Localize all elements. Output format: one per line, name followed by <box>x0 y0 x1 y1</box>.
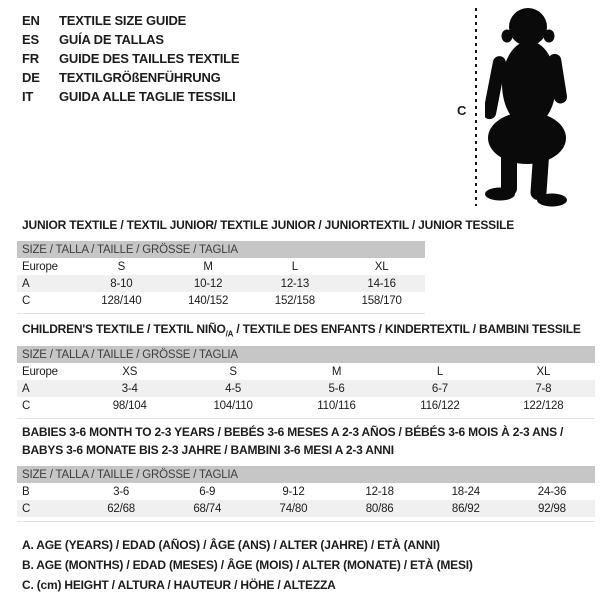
height-measure-label: C <box>457 103 467 118</box>
size-header-bar: SIZE / TALLA / TAILLE / GRÖSSE / TAGLIA <box>17 466 595 483</box>
table-cell: 12-18 <box>365 485 394 498</box>
table-bottom-rule <box>17 313 425 314</box>
table-cell: L <box>436 365 444 378</box>
table-cell: 122/128 <box>523 399 564 412</box>
table-cell: 92/98 <box>538 502 566 515</box>
row-label: B <box>22 485 30 498</box>
table-cell: 3-6 <box>113 485 130 498</box>
table-bottom-rule <box>17 521 595 522</box>
table-bottom-rule <box>17 418 595 419</box>
table-cell: 62/68 <box>107 502 135 515</box>
table-row-height <box>17 397 595 414</box>
table-cell: XS <box>122 365 138 378</box>
table-cell: S <box>117 260 126 273</box>
table-cell: XL <box>536 365 551 378</box>
table-title: JUNIOR TEXTILE / TEXTIL JUNIOR/ TEXTILE JUNIOR / JUNIORTEXTIL / JUNIOR TESSILE <box>22 218 515 232</box>
language-row <box>22 11 239 30</box>
language-row <box>22 87 239 106</box>
baby-silhouette-icon <box>485 4 599 210</box>
table-title-subscript: /A <box>225 329 234 339</box>
table-cell: 68/74 <box>193 502 222 515</box>
table-cell: 9-12 <box>282 485 305 498</box>
table-title-line2: BABYS 3-6 MONATE BIS 2-3 JAHRE / BAMBINI 3-6 MESI A 2-3 ANNI <box>22 443 394 457</box>
table-title-line1: BABIES 3-6 MONTH TO 2-3 YEARS / BEBÉS 3-6 MESES A 2-3 AÑOS / BÉBÉS 3-6 MOIS À 2-3 ANS / <box>22 425 564 439</box>
table-cell: M <box>331 365 342 378</box>
language-label: GUIDE DES TAILLES TEXTILE <box>59 51 240 66</box>
table-cell: 18-24 <box>451 485 480 498</box>
height-measure-dotted-line <box>475 8 477 206</box>
table-title-suffix: / TEXTILE DES ENFANTS / KINDERTEXTIL / BAMBINI TESSILE <box>233 322 581 336</box>
language-code: EN <box>22 13 40 28</box>
table-cell: 24-36 <box>537 485 567 498</box>
row-label: Europe <box>22 365 58 378</box>
language-code: ES <box>22 32 39 47</box>
table-cell: 3-4 <box>121 382 138 395</box>
babies-textile-table <box>17 423 595 522</box>
table-cell: 4-5 <box>225 382 242 395</box>
table-cell: 8-10 <box>110 277 133 290</box>
row-label: Europe <box>22 260 58 273</box>
table-cell: 128/140 <box>101 294 142 307</box>
size-header-bar: SIZE / TALLA / TAILLE / GRÖSSE / TAGLIA <box>17 241 425 258</box>
language-label: GUÍA DE TALLAS <box>59 32 164 47</box>
language-label: GUIDA ALLE TAGLIE TESSILI <box>59 89 236 104</box>
table-cell: 74/80 <box>279 502 308 515</box>
table-cell: XL <box>374 260 389 273</box>
language-row <box>22 49 239 68</box>
table-title <box>17 320 595 338</box>
table-row-height <box>17 500 595 517</box>
table-row-europe <box>17 258 425 275</box>
row-label: A <box>22 277 30 290</box>
table-cell: 10-12 <box>193 277 223 290</box>
language-code: IT <box>22 89 34 104</box>
size-header-bar: SIZE / TALLA / TAILLE / GRÖSSE / TAGLIA <box>17 346 595 363</box>
row-label: A <box>22 382 30 395</box>
note-height-cm: C. (cm) HEIGHT / ALTURA / HAUTEUR / HÖHE / ALTEZZA <box>22 578 336 592</box>
table-cell: 116/122 <box>420 399 460 412</box>
table-cell: 158/170 <box>361 294 402 307</box>
row-label: C <box>22 399 31 412</box>
note-age-years: A. AGE (YEARS) / EDAD (AÑOS) / ÂGE (ANS) / ALTER (JAHRE) / ETÀ (ANNI) <box>22 538 440 552</box>
childrens-textile-table <box>17 320 595 419</box>
note-age-months: B. AGE (MONTHS) / EDAD (MESES) / ÂGE (MOIS) / ALTER (MONATE) / ETÀ (MESI) <box>22 558 473 572</box>
table-cell: 86/92 <box>451 502 480 515</box>
table-cell: 14-16 <box>367 277 396 290</box>
table-cell: 98/104 <box>112 399 147 412</box>
table-cell: 7-8 <box>535 382 552 395</box>
table-row-months <box>17 483 595 500</box>
table-row-height <box>17 292 425 309</box>
table-cell: 104/110 <box>213 399 253 412</box>
language-label: TEXTILGRÖßENFÜHRUNG <box>59 70 221 85</box>
table-cell: S <box>229 365 237 378</box>
language-row <box>22 30 239 49</box>
table-cell: 80/86 <box>365 502 394 515</box>
row-label: C <box>22 502 31 515</box>
table-cell: 152/158 <box>274 294 315 307</box>
junior-textile-table <box>17 216 515 314</box>
table-cell: 140/152 <box>188 294 229 307</box>
language-code: FR <box>22 51 39 66</box>
table-cell: 110/116 <box>317 399 356 412</box>
table-title-prefix: CHILDREN'S TEXTILE / TEXTIL NIÑO <box>22 322 226 336</box>
table-row-europe <box>17 363 595 380</box>
table-row-age <box>17 275 425 292</box>
language-row <box>22 68 239 87</box>
table-cell: 5-6 <box>328 382 345 395</box>
table-cell: 12-13 <box>280 277 310 290</box>
row-label: C <box>22 294 31 307</box>
table-cell: M <box>203 260 213 273</box>
language-label: TEXTILE SIZE GUIDE <box>59 13 187 28</box>
language-code: DE <box>22 70 40 85</box>
legend-notes <box>22 535 473 595</box>
table-cell: 6-7 <box>431 382 448 395</box>
table-cell: 6-9 <box>199 485 216 498</box>
table-cell: L <box>291 260 298 273</box>
table-row-age <box>17 380 595 397</box>
language-header <box>22 11 239 106</box>
